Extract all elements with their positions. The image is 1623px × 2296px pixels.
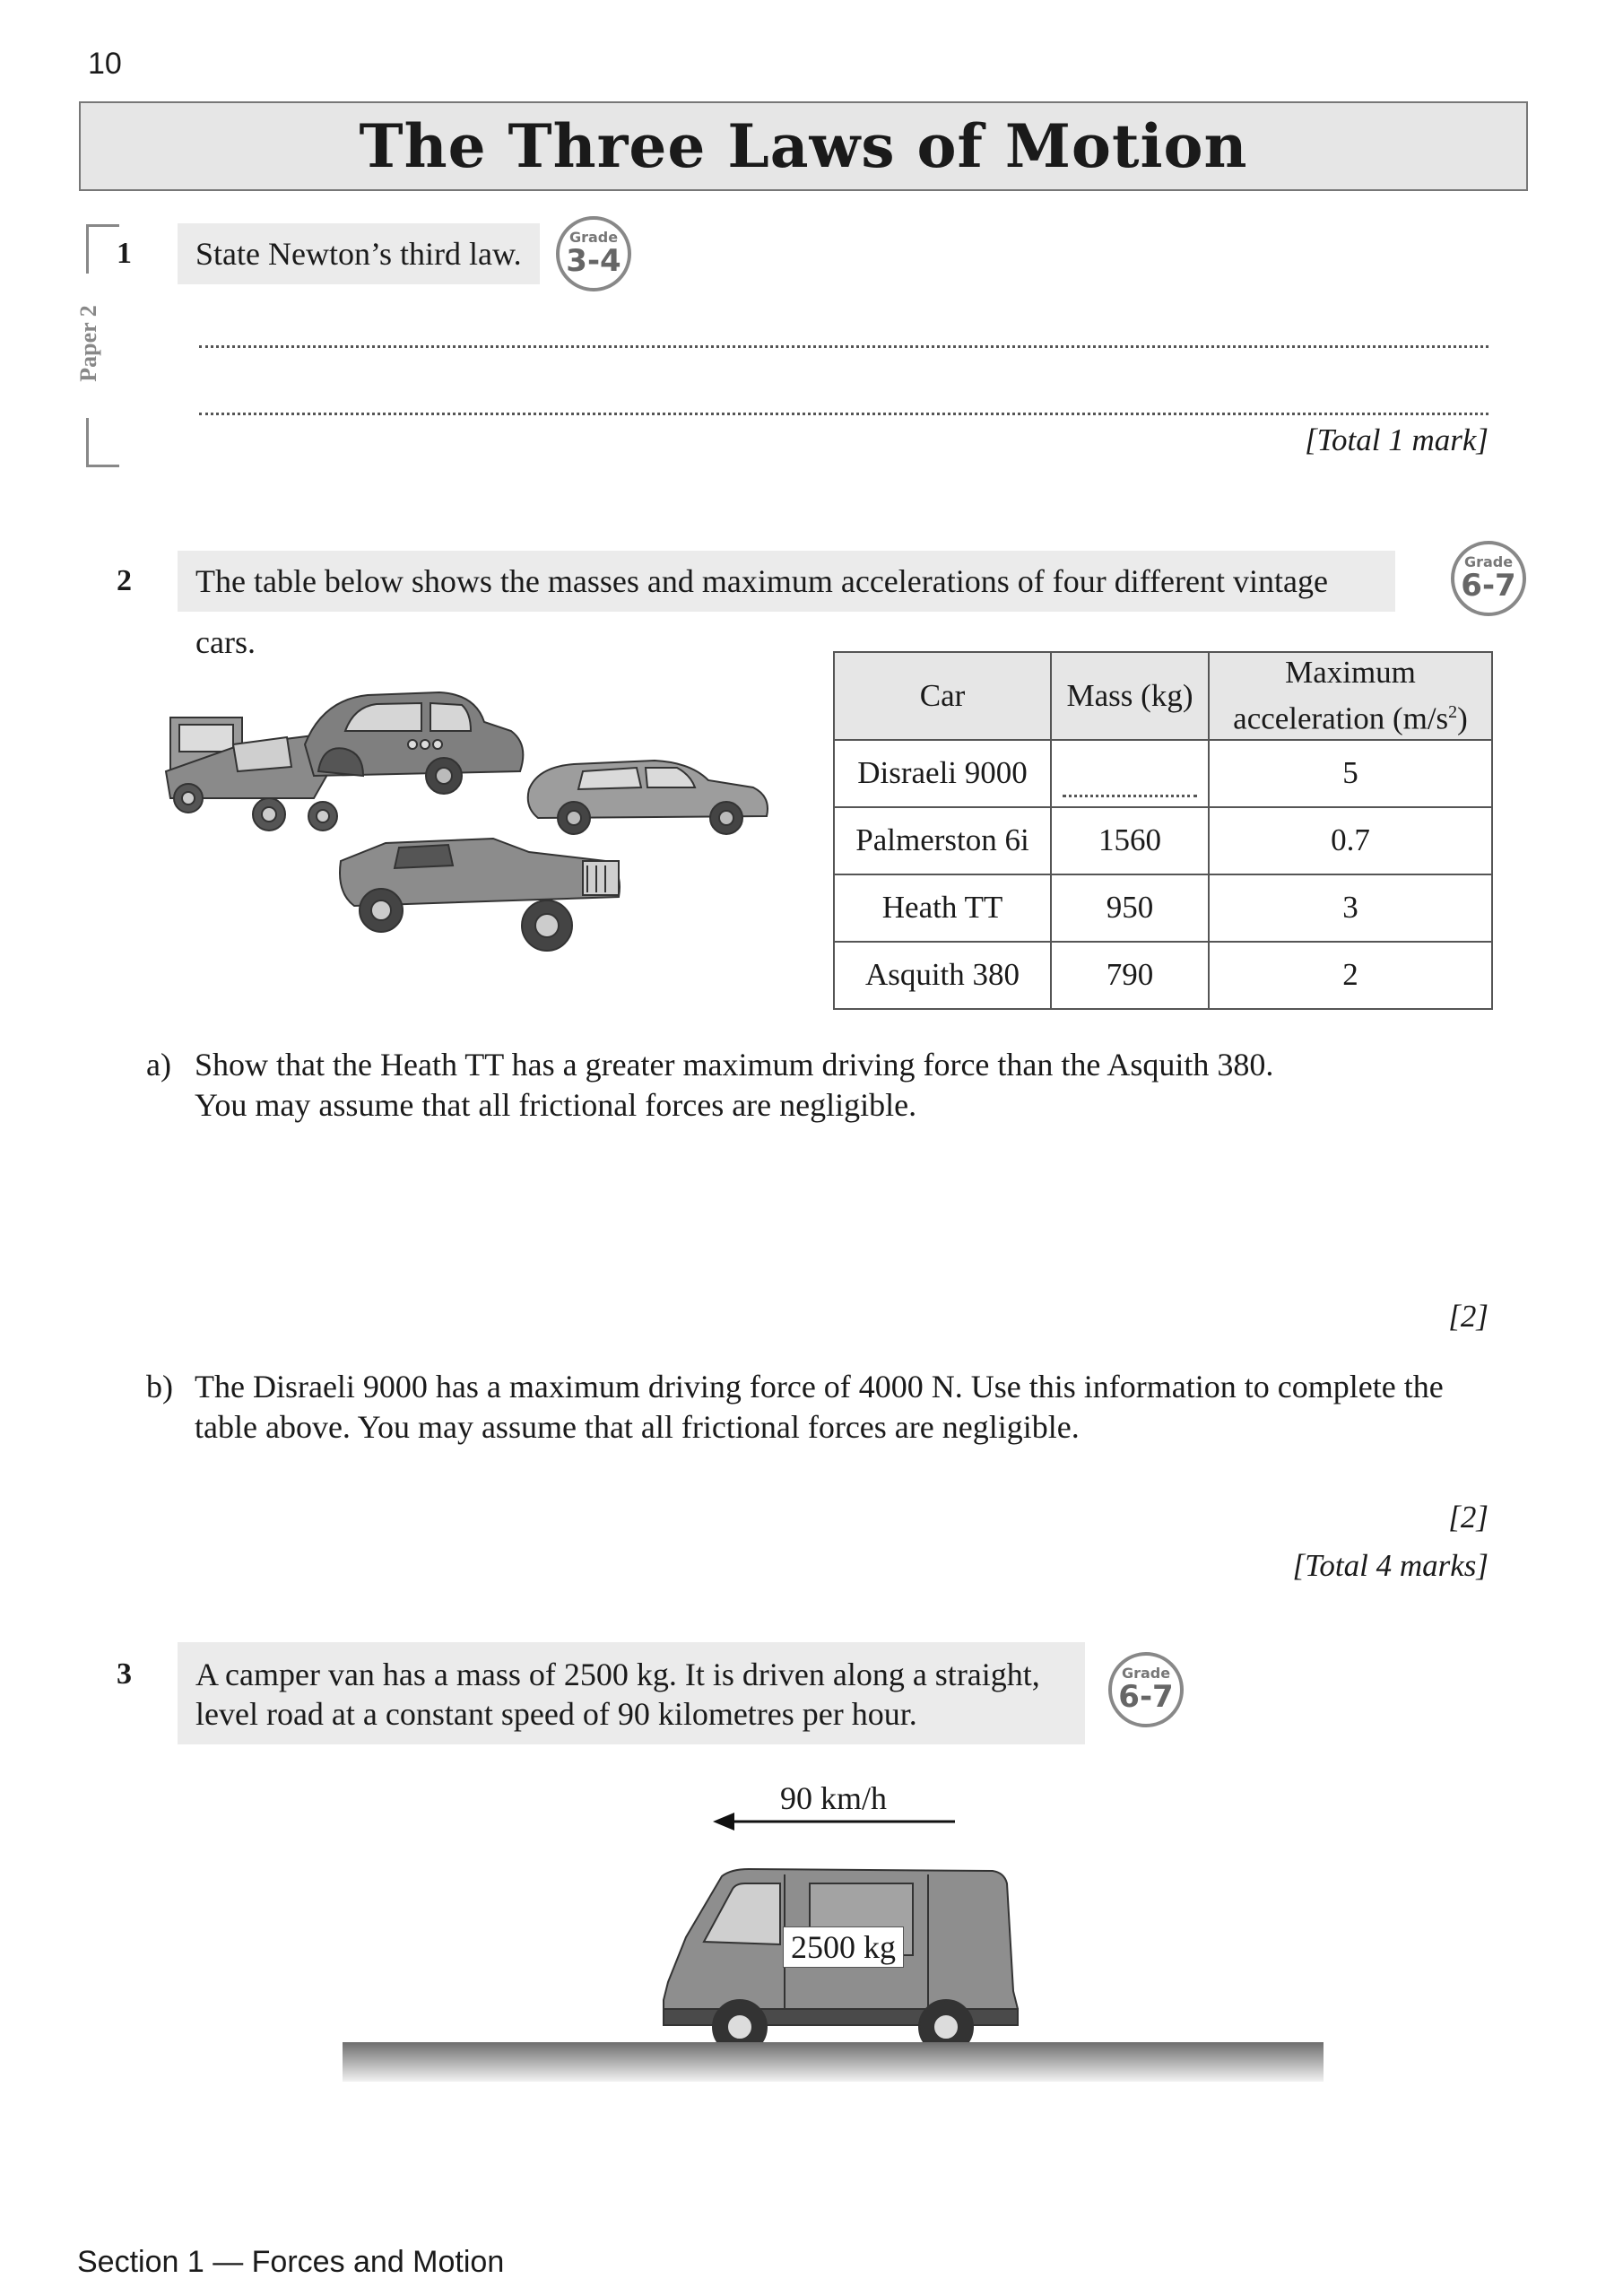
column-header-acceleration [1209,652,1492,740]
car-name-cell: Heath TT [834,874,1051,942]
mass-cell: 950 [1051,874,1209,942]
mass-cell: 1560 [1051,807,1209,874]
grade-range: 3-4 [566,243,621,279]
table-row [834,740,1492,807]
car-name-cell: Disraeli 9000 [834,740,1051,807]
mass-cell: 790 [1051,942,1209,1009]
table-row [834,942,1492,1009]
question-3-line1: A camper van has a mass of 2500 kg. It is driven along a straight, [195,1657,1040,1692]
question-2-text: The table below shows the masses and maximum accelerations of four different vintage cars. [178,551,1395,612]
side-bracket-top [86,224,119,274]
answer-line[interactable] [199,413,1488,415]
grade-label: Grade [568,229,619,246]
column-header-mass: Mass (kg) [1051,652,1209,740]
acceleration-header-superscript: 2 [1448,702,1458,722]
side-bracket-bottom [86,418,119,467]
grade-label: Grade [1463,553,1514,570]
table-row [834,874,1492,942]
mass-answer-cell[interactable] [1051,740,1209,807]
part-a-line1: Show that the Heath TT has a greater maximum driving force than the Asquith 380. [195,1047,1274,1083]
part-a-label: a) [146,1047,171,1083]
acceleration-header-line1: Maximum [1285,655,1416,690]
classic-sedan-icon [305,692,523,794]
part-b-line2: table above. You may assume that all frictional forces are negligible. [195,1409,1080,1445]
part-b-marks: [2] [1448,1500,1488,1535]
acceleration-header-close: ) [1457,700,1468,736]
acceleration-cell: 0.7 [1209,807,1492,874]
open-tourer-icon [340,839,620,951]
left-arrow-icon [713,1810,959,1833]
grade-badge [1451,541,1526,616]
question-3-line2: level road at a constant speed of 90 kilometres per hour. [195,1696,917,1732]
total-marks: [Total 1 mark] [1305,422,1488,457]
car-name-cell: Asquith 380 [834,942,1051,1009]
car-data-table [833,651,1493,1010]
acceleration-cell: 3 [1209,874,1492,942]
part-a-line2: You may assume that all frictional forces are negligible. [195,1087,917,1123]
road-surface [343,2042,1324,2082]
question-3-box [178,1642,1085,1744]
question-number: 3 [117,1657,132,1691]
table-row [834,807,1492,874]
question-2-total-marks: [Total 4 marks] [1292,1548,1488,1583]
part-b-label: b) [146,1369,173,1405]
page-number: 10 [88,47,122,81]
saloon-car-icon [528,761,768,834]
acceleration-header-line2: acceleration (m/s [1233,700,1449,736]
question-1-text: State Newton’s third law. [178,223,540,284]
column-header-car: Car [834,652,1051,740]
section-footer: Section 1 — Forces and Motion [77,2245,505,2279]
paper-tab-label: Paper 2 [75,305,101,382]
page-title: The Three Laws of Motion [359,111,1248,181]
part-b-line1: The Disraeli 9000 has a maximum driving force of 4000 N. Use this information to complete the [195,1369,1444,1405]
mass-answer-blank[interactable] [1063,777,1197,797]
speed-label: 90 km/h [780,1780,888,1816]
vintage-cars-illustration [152,682,798,978]
title-bar [79,101,1528,191]
acceleration-cell: 5 [1209,740,1492,807]
acceleration-cell: 2 [1209,942,1492,1009]
part-a-answer-space[interactable] [195,1139,1486,1274]
van-mass-label: 2500 kg [783,1926,904,1968]
question-number: 1 [117,237,132,270]
grade-badge [1108,1652,1184,1727]
grade-label: Grade [1121,1665,1171,1682]
table-header-row [834,652,1492,740]
question-number: 2 [117,564,132,597]
grade-badge [556,216,631,291]
grade-range: 6-7 [1118,1679,1174,1715]
car-name-cell: Palmerston 6i [834,807,1051,874]
part-b-answer-space[interactable] [195,1457,1486,1493]
grade-range: 6-7 [1461,568,1516,604]
answer-line[interactable] [199,345,1488,348]
part-a-marks: [2] [1448,1299,1488,1334]
